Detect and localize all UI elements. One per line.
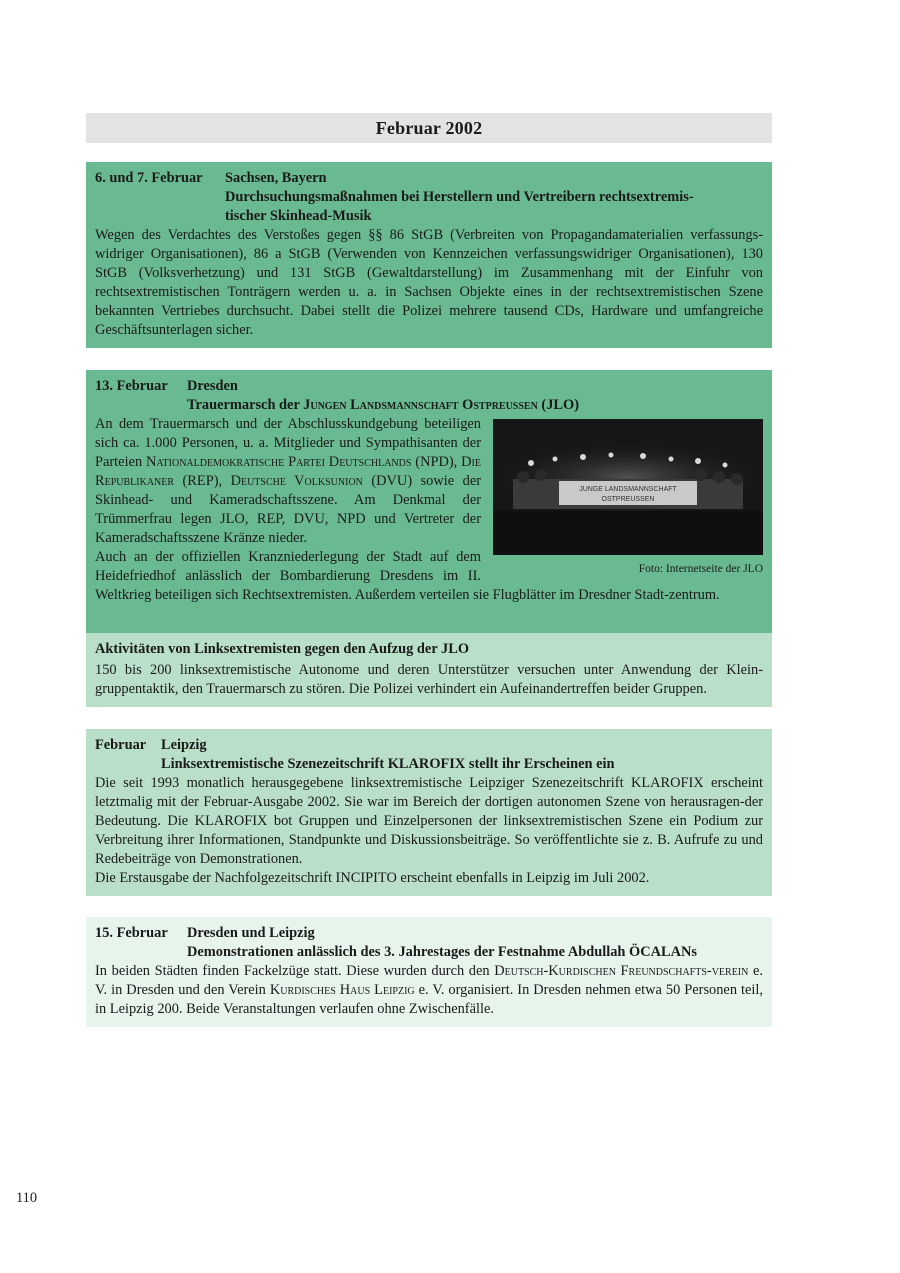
org-name: Kurdisches Haus Leipzig (269, 982, 415, 998)
entry-body: Wegen des Verdachtes des Verstoßes gegen §§ 86 StGB (Verbreiten von Propagandamaterialien verfassungs-widriger Organisationen), 86 a StGB (Verwenden von Kennzeichen verfassungswidriger Organisationen), 130 StGB (Volksverhetzung) und 131 StGB (Gewaltdarstellung) im Zusammenhang mit der Einfuhr von rechtsextremistischen Tonträgern werden u. a. in Sachsen Objekte eines in der rechtsextremistischen Szene bekannten Vertriebes durchsucht. Dabei stellt die Polizei mehrere tausend CDs, Hardware und umfangreiche Geschäftsunterlagen sicher. (95, 227, 763, 338)
entry-date: 13. Februar (95, 378, 168, 394)
entry-heading (225, 169, 763, 226)
entry-date: 15. Februar (95, 925, 168, 941)
entry-title-line2: tischer Skinhead-Musik (225, 208, 372, 224)
entry-heading (187, 924, 763, 962)
entry-header (95, 169, 763, 226)
entry-15-february (86, 917, 772, 1027)
org-name: Nationaldemokratische Partei Deutschlands (146, 454, 412, 470)
org-name: Die Republikaner (95, 454, 481, 489)
month-title: Februar 2002 (86, 113, 772, 143)
entry-place: Dresden und Leipzig (187, 925, 315, 941)
entry-body-p1: Die seit 1993 monatlich herausgegebene linksextremistische Leipziger Szenezeitschrift KLAROFIX erscheint letztmalig mit der Februar-Ausgabe 2002. Sie war im Bereich der dortigen autonomen Szene von herausragen-der Bedeutung. Die KLAROFIX bot Gruppen und Einzelpersonen der linksextremistischen Szene ein Podium zur Verbreitung ihrer Informationen, Standpunkte und Diskussionsbeiträge. So veröffentlichte sie z. B. Aufrufe zu und Redebeiträge von Demonstrationen. (95, 775, 763, 867)
entry-body-p2: Die Erstausgabe der Nachfolgezeitschrift INCIPITO erscheint ebenfalls in Leipzig im Juli 2002. (95, 870, 650, 886)
entry-header (95, 736, 763, 774)
entry-body: In beiden Städten finden Fackelzüge statt. Diese wurden durch den Deutsch-Kurdischen Freundschafts-verein e. V. in Dresden und den Verein Kurdisches Haus Leipzig e. V. organisiert. In Dresden nehmen etwa 50 Personen teil, in Leipzig 200. Beide Veranstaltungen verlaufen ohne Zwischenfälle. (95, 963, 763, 1017)
entry-header (95, 377, 763, 415)
entry-place: Sachsen, Bayern (225, 170, 327, 186)
entry-title: Linksextremistische Szenezeitschrift KLAROFIX stellt ihr Erscheinen ein (161, 756, 615, 772)
org-name: Deutsche Volksunion (230, 473, 363, 489)
photo-caption: Foto: Internetseite der JLO (638, 563, 763, 575)
entry-body-p2: Auch an der offiziellen Kranzniederlegung der Stadt auf dem Heidefriedhof anlässlich der Bombardierung Dresdens im II. Weltkrieg beteiligen sich Rechtsextremisten. Außerdem verteilen sie Flugblätter im Dresdner Stadt-zentrum. (95, 549, 720, 603)
banner-text-1: JUNGE LANDSMANNSCHAFT (579, 486, 677, 493)
page-number: 110 (16, 1190, 38, 1206)
entry-title: Demonstrationen anlässlich des 3. Jahrestages der Festnahme Abdullah ÖCALANs (187, 944, 697, 960)
entry-subtitle: Aktivitäten von Linksextremisten gegen den Aufzug der JLO (95, 641, 470, 657)
demonstration-photo (493, 419, 763, 555)
entry-13-february (86, 370, 772, 633)
entry-body: 150 bis 200 linksextremistische Autonome und deren Unterstützer versuchen unter Anwendung der Klein-gruppentaktik, den Trauermarsch zu stören. Die Polizei verhindert ein Aufeinandertreffen beider Gruppen. (95, 662, 763, 697)
entry-heading (187, 377, 763, 415)
entry-heading (161, 736, 763, 774)
entry-place: Leipzig (161, 737, 207, 753)
entry-februar-leipzig (86, 729, 772, 896)
photo-graphic (493, 419, 763, 555)
org-name: Jungen Landsmannschaft Ostpreußen (303, 397, 538, 413)
org-name: Deutsch-Kurdischen Freundschafts-verein (494, 963, 749, 979)
entry-jlo-counter-activities (86, 633, 772, 707)
entry-date: Februar (95, 737, 147, 753)
banner-text-2: OSTPREUSSEN (601, 496, 655, 503)
entry-title-line1: Durchsuchungsmaßnahmen bei Herstellern und Vertreibern rechtsextremis- (225, 189, 694, 205)
photo-figure (493, 419, 763, 577)
entry-date: 6. und 7. Februar (95, 170, 203, 186)
entry-header (95, 924, 763, 962)
entry-body-p1: An dem Trauermarsch und der Abschlusskundgebung beteiligen sich ca. 1.000 Personen, u. a. Mitglieder und Sympathisanten der Parteien Nationaldemokratische Partei Deutschlands (NPD), Die Republikaner (REP), Deutsche Volksunion (DVU) sowie der Skinhead- und Kameradschaftsszene. Am Denkmal der Trümmerfrau legen JLO, REP, DVU, NPD und Vertreter der Kameradschaftsszene Kränze nieder. (95, 416, 481, 546)
entry-6-7-february (86, 162, 772, 348)
entry-place: Dresden (187, 378, 238, 394)
entry-title: Trauermarsch der Jungen Landsmannschaft Ostpreußen (JLO) (187, 397, 579, 413)
